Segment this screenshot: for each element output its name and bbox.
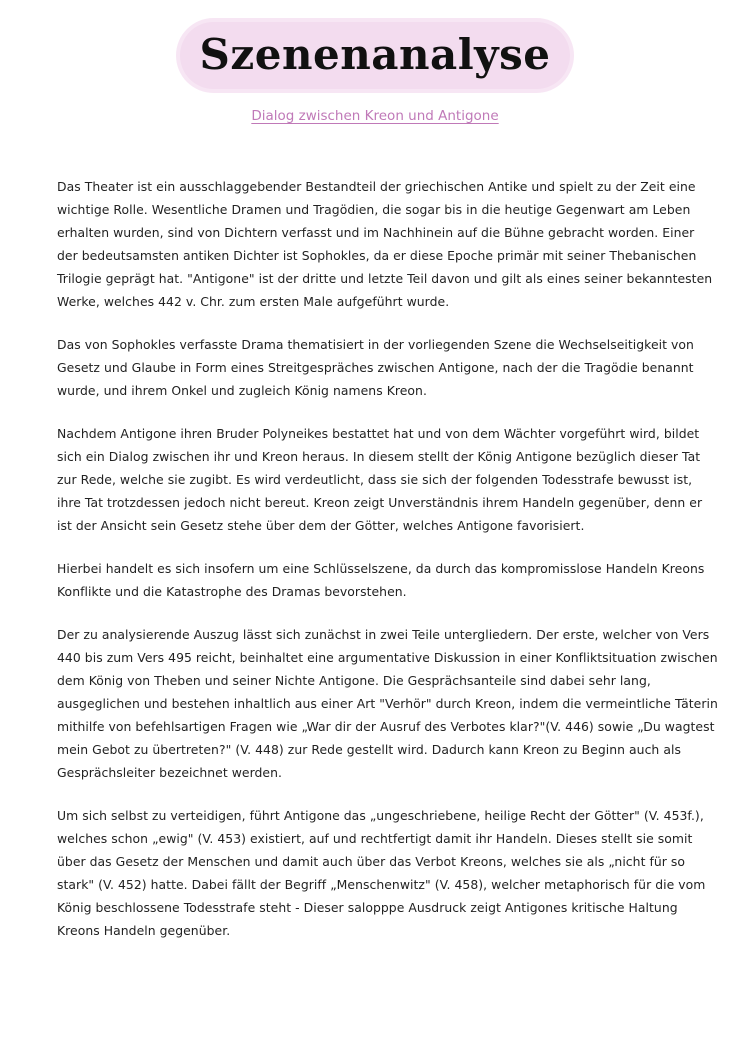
title-container: [0, 22, 750, 89]
document-body: [57, 175, 719, 962]
page-title: Szenenanalyse: [180, 22, 571, 89]
paragraph-key-scene: Hierbei handelt es sich insofern um eine Schlüsselszene, da durch das kompromisslose Handeln Kreons Konflikte und die Katastrophe des Dramas bevorstehen.: [57, 561, 705, 599]
paragraph-structure: Der zu analysierende Auszug lässt sich zunächst in zwei Teile untergliedern. Der erste, welcher von Vers 440 bis zum Vers 495 reicht, beinhaltet eine argumentative Diskussion in einer Konfliktsituation zwischen dem König von Theben und seiner Nichte Antigone. Die Gesprächsanteile sind dabei sehr lang, ausgeglichen und bestehen inhaltlich aus einer Art "Verhör" durch Kreon, indem die vermeintliche Täterin mithilfe von befehlsartigen Fragen wie „War dir der Ausruf des Verbotes klar?"(V. 446) sowie „Du wagtest mein Gebot zu übertreten?" (V. 448) zur Rede gestellt wird. Dadurch kann Kreon zu Beginn auch als Gesprächsleiter bezeichnet werden.: [57, 627, 718, 780]
paragraph-summary: Nachdem Antigone ihren Bruder Polyneikes bestattet hat und von dem Wächter vorgeführt wird, bildet sich ein Dialog zwischen ihr und Kreon heraus. In diesem stellt der König Antigone bezüglich dieser Tat zur Rede, welche sie zugibt. Es wird verdeutlicht, dass sie sich der folgenden Todesstrafe bewusst ist, ihre Tat trotzdessen jedoch nicht bereut. Kreon zeigt Unverständnis ihrem Handeln gegenüber, denn er ist der Ansicht sein Gesetz stehe über dem der Götter, welches Antigone favorisiert.: [57, 426, 703, 533]
paragraph-introduction: Das Theater ist ein ausschlaggebender Bestandteil der griechischen Antike und spielt zu der Zeit eine wichtige Rolle. Wesentliche Dramen und Tragödien, die sogar bis in die heutige Gegenwart am Leben erhalten wurden, sind von Dichtern verfasst und im Nachhinein auf die Bühne gebracht worden. Einer der bedeutsamsten antiken Dichter ist Sophokles, da er diese Epoche primär mit seiner Thebanischen Trilogie geprägt hat. "Antigone" ist der dritte und letzte Teil davon und gilt als eines seiner bekanntesten Werke, welches 442 v. Chr. zum ersten Male aufgeführt wurde.: [57, 179, 713, 309]
page-subtitle: Dialog zwischen Kreon und Antigone: [251, 108, 499, 124]
paragraph-theme: Das von Sophokles verfasste Drama thematisiert in der vorliegenden Szene die Wechselseitigkeit von Gesetz und Glaube in Form eines Streitgespräches zwischen Antigone, nach der die Tragödie benannt wurde, und ihrem Onkel und zugleich König namens Kreon.: [57, 337, 694, 398]
paragraph-antigone-defense: Um sich selbst zu verteidigen, führt Antigone das „ungeschriebene, heilige Recht der Götter" (V. 453f.), welches schon „ewig" (V. 453) existiert, auf und rechtfertigt damit ihr Handeln. Dieses stellt sie somit über das Gesetz der Menschen und damit auch über das Verbot Kreons, welches sie als „nicht für so stark" (V. 452) hatte. Dabei fällt der Begriff „Menschenwitz" (V. 458), welcher metaphorisch für die vom König beschlossene Todesstrafe steht - Dieser salopppe Ausdruck zeigt Antigones kritische Haltung Kreons Handeln gegenüber.: [57, 808, 706, 938]
